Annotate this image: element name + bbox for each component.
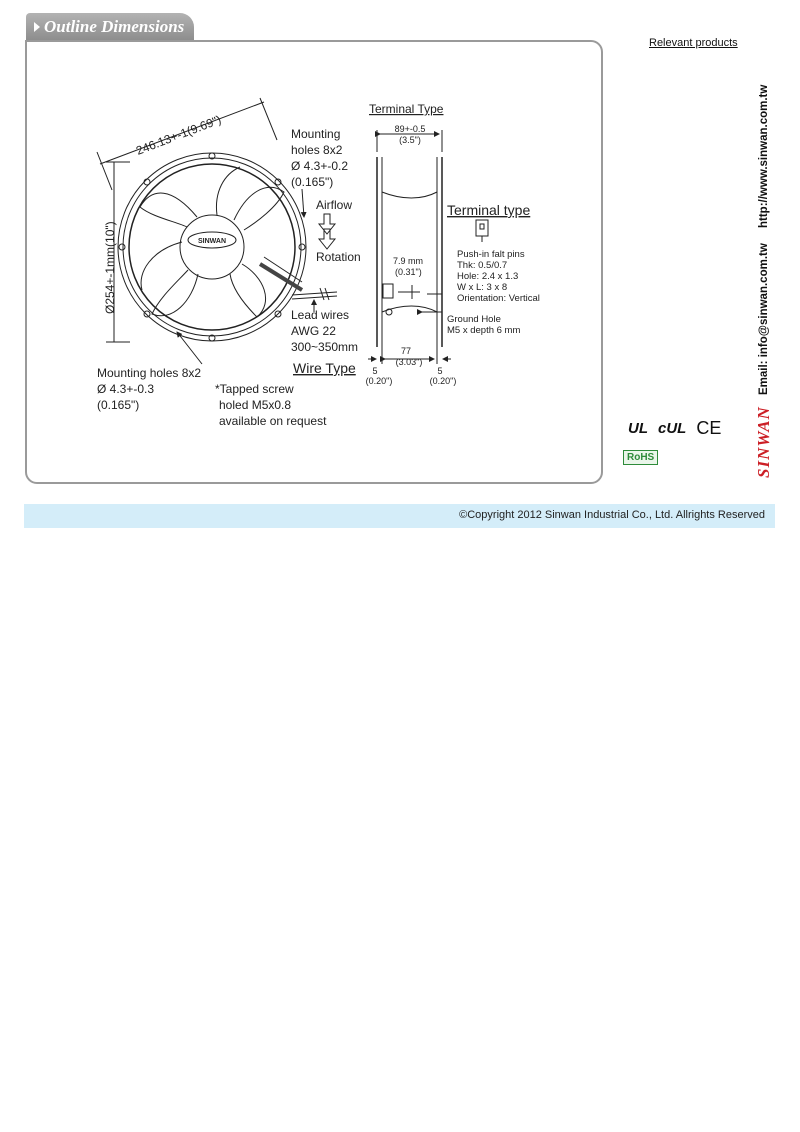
ce-mark-icon: CE	[696, 418, 722, 438]
fan-side-view	[368, 130, 451, 364]
terminal-spec-3: Hole: 2.4 x 1.3	[457, 271, 519, 282]
diameter-dimension: Ø254+-1mm(10")	[103, 221, 117, 314]
ground-hole-1: Ground Hole	[447, 314, 501, 325]
copyright-text: ©Copyright 2012 Sinwan Industrial Co., Ltd. Allrights Reserved	[459, 509, 765, 521]
mount-top-4: (0.165")	[291, 175, 334, 189]
inner-dim-1: 77	[400, 346, 412, 356]
mount-top-1: Mounting	[291, 127, 341, 141]
flange-left-2: (0.20")	[365, 376, 393, 386]
lead-wires-3: 300~350mm	[291, 340, 359, 354]
footer-bar	[24, 504, 775, 528]
terminal-spec-1: Push-in falt pins	[457, 249, 525, 260]
terminal-spec-5: Orientation: Vertical	[457, 293, 540, 304]
mount-bottom-1: Mounting holes 8x2	[97, 366, 202, 380]
mount-top-2: holes 8x2	[291, 143, 343, 157]
fan-brand-label: SINWAN	[198, 238, 226, 245]
certification-marks	[628, 418, 721, 439]
relevant-products-link[interactable]: Relevant products	[649, 37, 738, 49]
ground-hole-2: M5 x depth 6 mm	[447, 325, 521, 336]
mount-bottom-3: (0.165")	[97, 398, 140, 412]
terminal-spec-2: Thk: 0.5/0.7	[457, 260, 508, 271]
ul-mark-icon: UL	[628, 420, 648, 437]
rotation-label: Rotation	[316, 250, 361, 264]
terminal-type-label: Terminal type	[447, 202, 531, 218]
wire-type-label: Wire Type	[293, 360, 356, 376]
triangle-right-icon	[34, 22, 40, 32]
flange-left-1: 5	[372, 366, 378, 376]
depth-dim-2: (3.5")	[399, 135, 421, 145]
drawing-panel	[25, 40, 603, 484]
section-tab	[26, 13, 194, 41]
website-url[interactable]: http://www.sinwan.com.tw	[758, 84, 770, 228]
depth-dim-1: 89+-0.5	[394, 124, 426, 134]
tapped-3: available on request	[219, 414, 327, 428]
pin-dim-2: (0.31")	[395, 267, 422, 277]
terminal-type-title: Terminal Type	[369, 102, 444, 116]
rohs-badge: RoHS	[623, 450, 658, 465]
mount-bottom-2: Ø 4.3+-0.3	[97, 382, 155, 396]
tapped-2: holed M5x0.8	[219, 398, 292, 412]
outline-drawing	[27, 42, 601, 482]
overall-dimension: 246.13+-1(9.69")	[134, 112, 224, 158]
section-title: Outline Dimensions	[44, 17, 185, 36]
cul-mark-icon: cUL	[658, 420, 687, 437]
terminal-spec-4: W x L: 3 x 8	[457, 282, 508, 293]
email-address[interactable]: Email: info@sinwan.com.tw	[758, 243, 770, 395]
lead-wires-1: Lead wires	[291, 308, 350, 322]
airflow-label: Airflow	[316, 198, 353, 212]
flange-right-2: (0.20")	[429, 376, 457, 386]
pin-dim-1: 7.9 mm	[393, 256, 424, 266]
tapped-1: *Tapped screw	[215, 382, 294, 396]
brand-logo: SINWAN	[754, 406, 773, 478]
inner-dim-2: (3.03")	[395, 357, 423, 367]
flange-right-1: 5	[437, 366, 443, 376]
mount-top-3: Ø 4.3+-0.2	[291, 159, 349, 173]
lead-wires-2: AWG 22	[291, 324, 336, 338]
